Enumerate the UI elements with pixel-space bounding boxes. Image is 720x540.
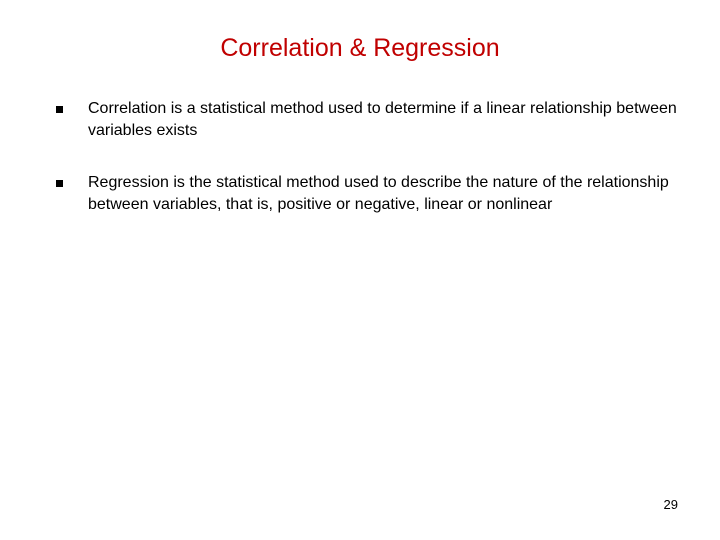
bullet-list <box>56 98 686 246</box>
slide-title: Correlation & Regression <box>220 34 500 62</box>
bullet-item <box>56 98 686 142</box>
page-number: 29 <box>663 497 678 512</box>
square-bullet-icon <box>56 106 63 113</box>
square-bullet-icon <box>56 180 63 187</box>
bullet-item <box>56 172 686 216</box>
bullet-text: Correlation is a statistical method used to determine if a linear relationship between variables exists <box>88 100 677 139</box>
bullet-text: Regression is the statistical method used to describe the nature of the relationship between variables, that is, positive or negative, linear or nonlinear <box>88 174 669 213</box>
